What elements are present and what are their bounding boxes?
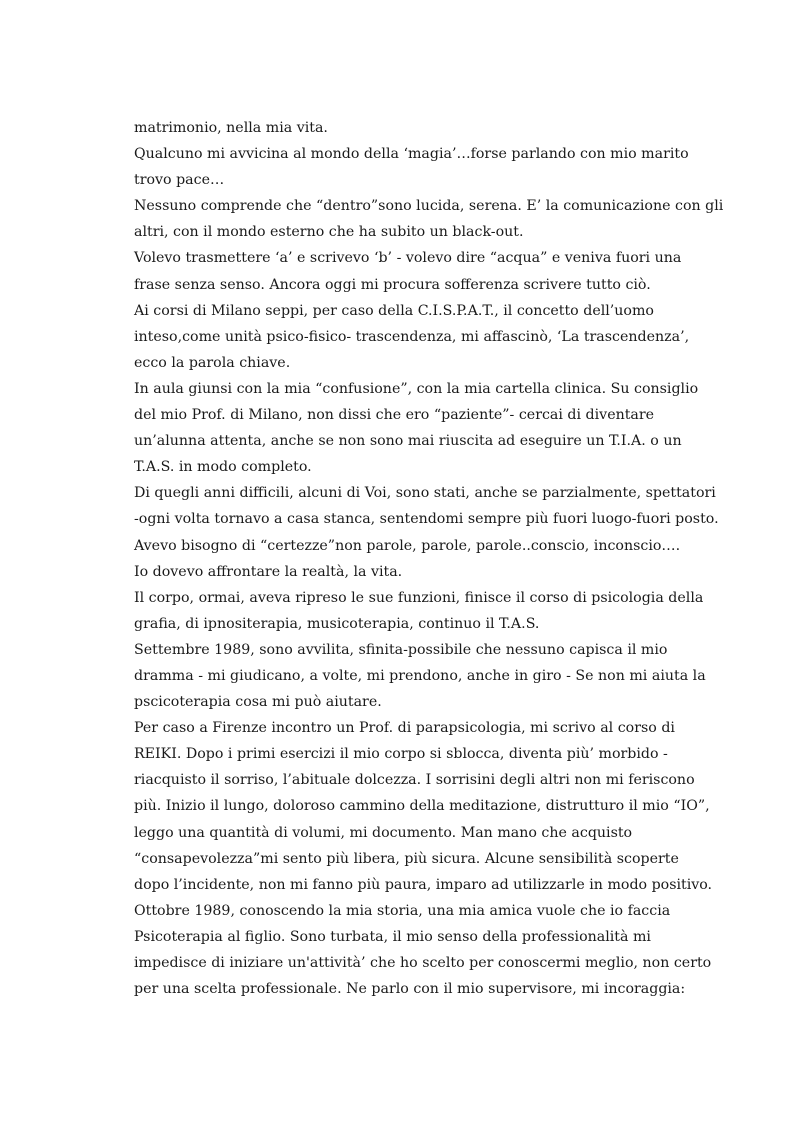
text-line: dopo l’incidente, non mi fanno più paura, imparo ad utilizzarle in modo positivo.	[134, 876, 713, 893]
text-line: del mio Prof. di Milano, non dissi che ero “paziente”- cercai di diventare	[134, 407, 655, 424]
text-line: impedisce di iniziare un'attività’ che ho scelto per conoscermi meglio, non certo	[134, 955, 712, 971]
text-line: Settembre 1989, sono avvilita, sfinita-possibile che nessuno capisca il mio	[134, 641, 668, 658]
text-line: ecco la parola chiave.	[134, 354, 291, 371]
text-line: Avevo bisogno di “certezze”non parole, parole, parole..conscio, inconscio….	[134, 537, 681, 554]
text-line: pscicoterapia cosa mi può aiutare.	[134, 694, 382, 711]
body-text	[134, 115, 724, 1002]
text-line: Qualcuno mi avvicina al mondo della ‘magia’…forse parlando con mio marito	[134, 146, 689, 163]
text-line: Il corpo, ormai, aveva ripreso le sue funzioni, finisce il corso di psicologia della	[134, 589, 704, 606]
text-line: inteso,come unità psico-fisico- trascendenza, mi affascinò, ‘La trascendenza’,	[134, 328, 690, 345]
text-line: dramma - mi giudicano, a volte, mi prendono, anche in giro - Se non mi aiuta la	[134, 667, 706, 684]
text-line: Ai corsi di Milano seppi, per caso della C.I.S.P.A.T., il concetto dell’uomo	[134, 302, 654, 319]
text-line: T.A.S. in modo completo.	[134, 459, 312, 476]
text-line: Psicoterapia al figlio. Sono turbata, il mio senso della professionalità mi	[134, 928, 651, 945]
text-line: altri, con il mondo esterno che ha subito un black-out.	[134, 224, 524, 241]
text-line: un’alunna attenta, anche se non sono mai riuscita ad eseguire un T.I.A. o un	[134, 433, 682, 450]
text-line: Ottobre 1989, conoscendo la mia storia, una mia amica vuole che io faccia	[134, 902, 671, 919]
text-line: Io dovevo affrontare la realtà, la vita.	[134, 563, 403, 580]
text-line: -ogni volta tornavo a casa stanca, sentendomi sempre più fuori luogo-fuori posto.	[134, 511, 719, 528]
text-line: matrimonio, nella mia vita.	[134, 120, 328, 136]
text-line: frase senza senso. Ancora oggi mi procura sofferenza scrivere tutto ciò.	[134, 276, 651, 293]
text-line: Di quegli anni difficili, alcuni di Voi, sono stati, anche se parzialmente, spettatori	[134, 485, 716, 502]
text-line: trovo pace…	[134, 172, 225, 189]
text-line: Volevo trasmettere ‘a’ e scrivevo ‘b’ - volevo dire “acqua” e veniva fuori una	[134, 250, 682, 267]
text-line: In aula giunsi con la mia “confusione”, con la mia cartella clinica. Su consiglio	[134, 380, 699, 397]
text-line: per una scelta professionale. Ne parlo con il mio supervisore, mi incoraggia:	[134, 981, 686, 998]
text-line: Nessuno comprende che “dentro”sono lucida, serena. E’ la comunicazione con gli	[134, 198, 724, 215]
text-line: riacquisto il sorriso, l’abituale dolcezza. I sorrisini degli altri non mi feriscono	[134, 772, 695, 789]
text-line: grafia, di ipnositerapia, musicoterapia, continuo il T.A.S.	[134, 615, 540, 632]
text-line: “consapevolezza”mi sento più libera, più sicura. Alcune sensibilità scoperte	[134, 850, 679, 867]
text-line: Per caso a Firenze incontro un Prof. di parapsicologia, mi scrivo al corso di	[134, 720, 675, 737]
text-line: più. Inizio il lungo, doloroso cammino della meditazione, distrutturo il mio “IO”,	[134, 798, 710, 815]
text-line: leggo una quantità di volumi, mi documento. Man mano che acquisto	[134, 824, 633, 841]
text-line: REIKI. Dopo i primi esercizi il mio corpo si sblocca, diventa più’ morbido -	[134, 746, 668, 763]
